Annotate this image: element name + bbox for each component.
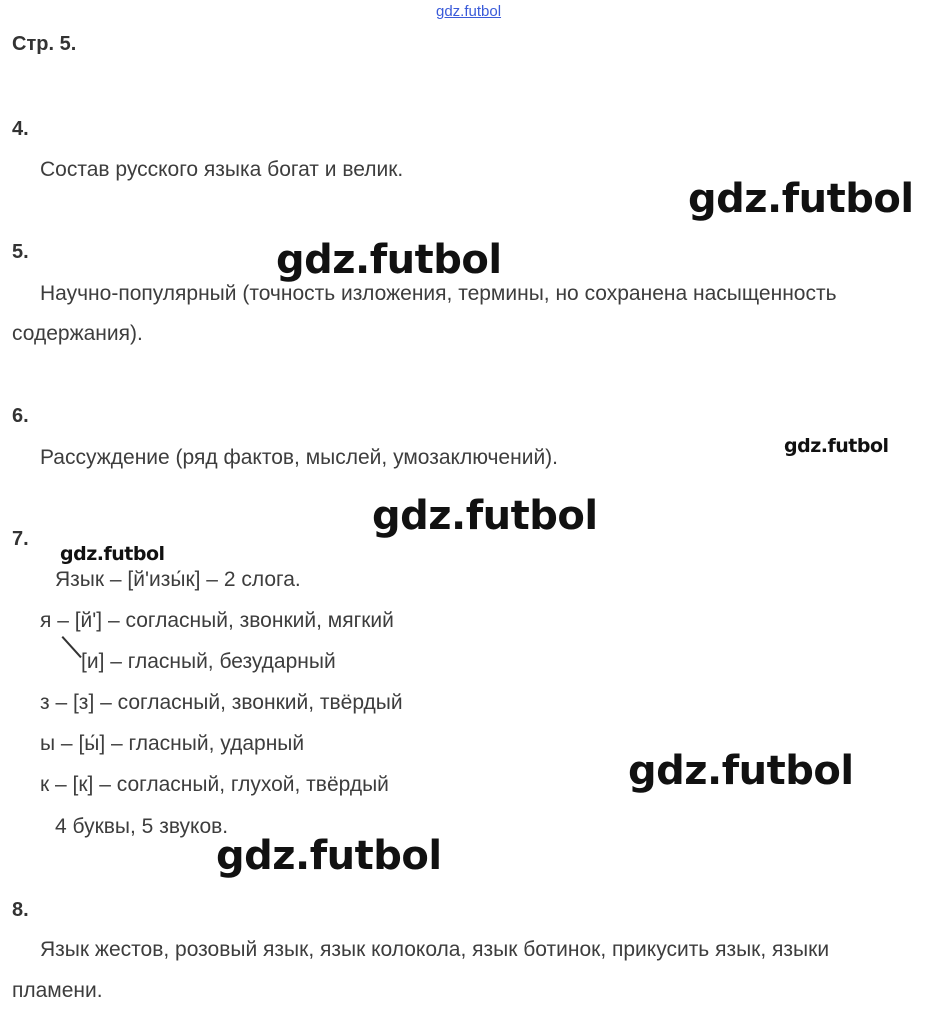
task-4-number: 4.: [12, 118, 29, 140]
page-label: Стр. 5.: [12, 33, 77, 55]
task-7-summary: 4 буквы, 5 звуков.: [55, 815, 229, 838]
task-4-answer: Состав русского языка богат и велик.: [40, 158, 404, 181]
watermark-text: gdz.futbol: [60, 543, 165, 565]
task-7-letter-z: з – [з] – согласный, звонкий, твёрдый: [40, 691, 403, 714]
task-5-answer-line-1: Научно-популярный (точность изложения, термины, но сохранена насыщенность: [40, 282, 837, 305]
task-8-number: 8.: [12, 899, 29, 921]
task-7-letter-k: к – [к] – согласный, глухой, твёрдый: [40, 773, 389, 796]
watermark-text: gdz.futbol: [784, 435, 889, 457]
watermark-text: gdz.futbol: [628, 748, 854, 794]
task-7-transcription: Язык – [й'изы́к] – 2 слога.: [55, 568, 301, 591]
watermark-text: gdz.futbol: [688, 176, 914, 222]
task-5-answer-line-2: содержания).: [12, 322, 143, 345]
task-5-number: 5.: [12, 241, 29, 263]
task-8-answer-line-1: Язык жестов, розовый язык, язык колокола, язык ботинок, прикусить язык, языки: [40, 938, 830, 961]
task-7-letter-ya: я – [й'] – согласный, звонкий, мягкий: [40, 609, 394, 632]
task-7-letter-y: ы – [ы́] – гласный, ударный: [40, 732, 305, 755]
top-watermark-link[interactable]: gdz.futbol: [436, 3, 502, 20]
task-7-number: 7.: [12, 528, 29, 550]
branch-line: [62, 636, 82, 658]
task-7-letter-ya-second-sound: [и] – гласный, безударный: [81, 650, 336, 673]
task-6-answer: Рассуждение (ряд фактов, мыслей, умозаключений).: [40, 446, 558, 469]
watermark-text: gdz.futbol: [216, 833, 442, 879]
task-6-number: 6.: [12, 405, 29, 427]
watermark-text: gdz.futbol: [276, 237, 502, 283]
task-8-answer-line-2: пламени.: [12, 979, 103, 1002]
watermark-text: gdz.futbol: [372, 493, 598, 539]
